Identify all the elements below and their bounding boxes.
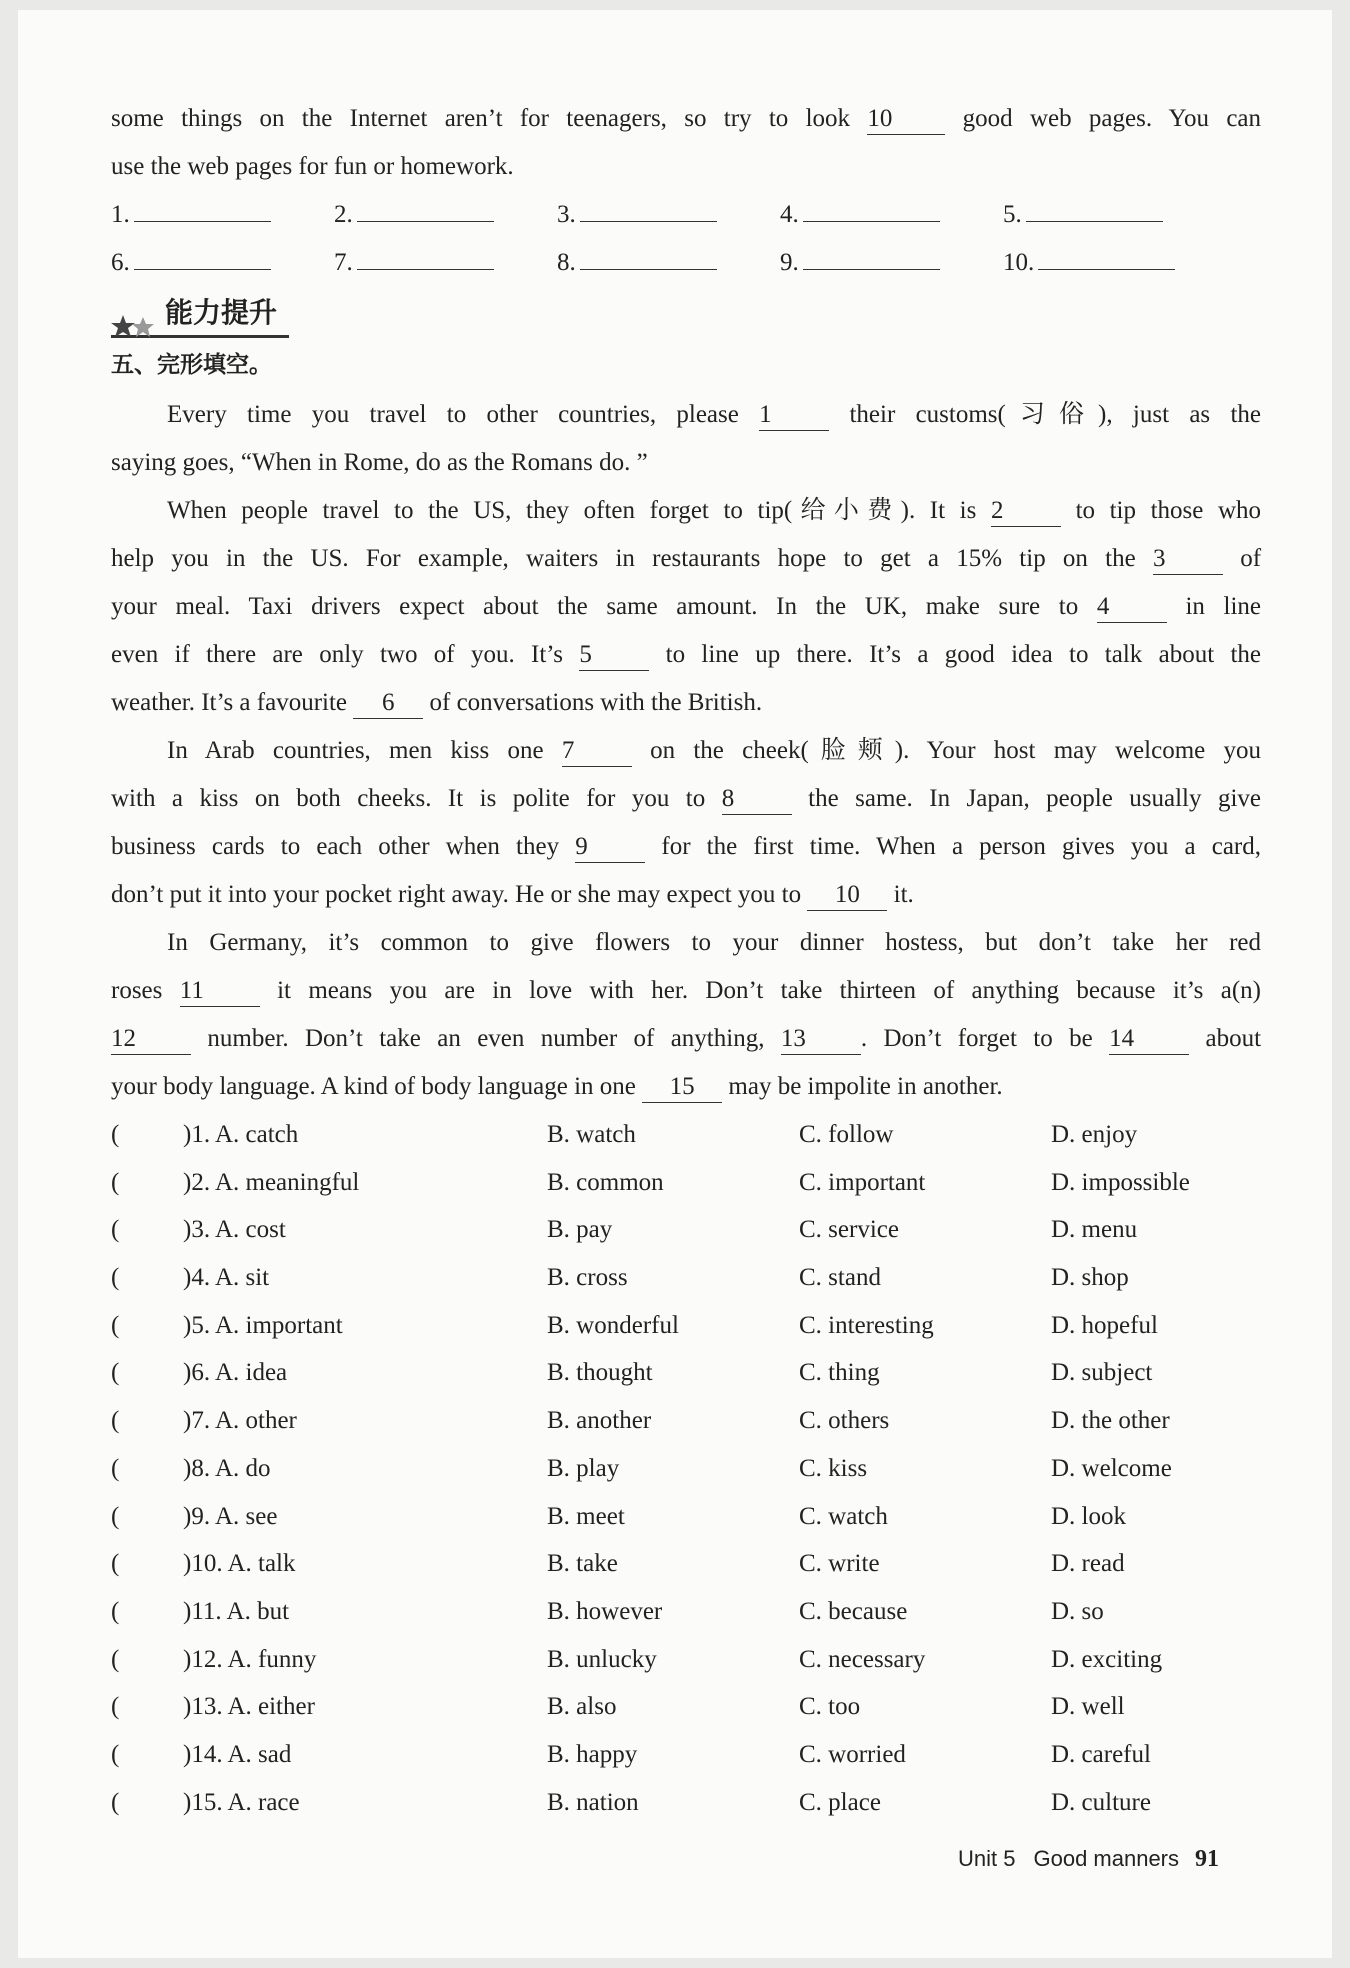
option-c[interactable]: C. kiss [799, 1454, 868, 1482]
passage-line: with a kiss on both cheeks. It is polite for you to 8 the same. In Japan, people usually give [111, 775, 1261, 823]
passage-line: In Arab countries, men kiss one 7 on the cheek(脸颊). Your host may welcome you [111, 727, 1261, 775]
passage-line: weather. It’s a favourite 6 of conversations with the British. [111, 679, 1261, 727]
question-row [111, 1445, 1261, 1493]
answer-paren[interactable]: ( [111, 1550, 120, 1578]
option-b[interactable]: B. meet [547, 1502, 625, 1530]
cloze-blank[interactable]: 5 [579, 640, 649, 671]
cloze-blank[interactable]: 1 [759, 400, 829, 431]
answer-slot[interactable]: 5. [1003, 191, 1226, 239]
option-a[interactable]: )7. A. other [183, 1407, 297, 1435]
option-a[interactable]: )14. A. sad [183, 1740, 292, 1768]
passage-line: business cards to each other when they 9 for the first time. When a person gives you a card, [111, 823, 1261, 871]
question-row [111, 1349, 1261, 1397]
passage-line: 12 number. Don’t take an even number of anything, 13 . Don’t forget to be 14 about [111, 1015, 1261, 1063]
option-a[interactable]: )6. A. idea [183, 1359, 288, 1387]
option-b[interactable]: B. cross [547, 1264, 628, 1292]
answer-blank[interactable]: 10 [867, 104, 945, 135]
answer-slot[interactable]: 9. [780, 239, 1003, 287]
option-c[interactable]: C. others [799, 1407, 890, 1435]
question-row [111, 1206, 1261, 1254]
option-c[interactable]: C. thing [799, 1359, 880, 1387]
option-d[interactable]: D. welcome [1051, 1454, 1172, 1482]
option-c[interactable]: C. important [799, 1168, 926, 1196]
answer-paren[interactable]: ( [111, 1740, 120, 1768]
option-b[interactable]: B. unlucky [547, 1645, 657, 1673]
passage-line: roses 11 it means you are in love with her. Don’t take thirteen of anything because it’s a(n) [111, 967, 1261, 1015]
answer-paren[interactable]: ( [111, 1454, 120, 1482]
option-c[interactable]: C. because [799, 1597, 908, 1625]
cloze-blank[interactable]: 11 [180, 976, 260, 1007]
answer-paren[interactable]: ( [111, 1502, 120, 1530]
option-d[interactable]: D. exciting [1051, 1645, 1163, 1673]
answer-paren[interactable]: ( [111, 1121, 120, 1148]
option-b[interactable]: B. however [547, 1597, 663, 1625]
answer-paren[interactable]: ( [111, 1407, 120, 1435]
page-content [111, 10, 1261, 1826]
option-a[interactable]: )10. A. talk [183, 1550, 296, 1578]
passage-line: help you in the US. For example, waiters in restaurants hope to get a 15% tip on the 3 of [111, 535, 1261, 583]
question-row [111, 1540, 1261, 1588]
option-b[interactable]: B. common [547, 1168, 664, 1196]
option-b[interactable]: B. another [547, 1407, 652, 1435]
cloze-blank[interactable]: 2 [991, 496, 1061, 527]
option-b[interactable]: B. pay [547, 1216, 613, 1244]
option-d[interactable]: D. shop [1051, 1264, 1129, 1292]
cloze-blank[interactable]: 14 [1109, 1024, 1189, 1055]
continuation-line-2: use the web pages for fun or homework. [111, 153, 514, 180]
option-b[interactable]: B. take [547, 1550, 618, 1578]
option-c[interactable]: C. worried [799, 1740, 906, 1768]
option-d[interactable]: D. hopeful [1051, 1311, 1158, 1339]
option-d[interactable]: D. look [1051, 1502, 1126, 1530]
option-d[interactable]: D. enjoy [1051, 1121, 1138, 1148]
option-d[interactable]: D. the other [1051, 1407, 1170, 1435]
option-c[interactable]: C. necessary [799, 1645, 926, 1673]
option-b[interactable]: B. nation [547, 1788, 639, 1816]
option-a[interactable]: )1. A. catch [183, 1121, 299, 1148]
question-row [111, 1254, 1261, 1302]
option-b[interactable]: B. happy [547, 1740, 638, 1768]
answer-slot[interactable]: 3. [557, 191, 780, 239]
passage-line: In Germany, it’s common to give flowers to your dinner hostess, but don’t take her red [167, 929, 1261, 956]
option-d[interactable]: D. subject [1051, 1359, 1153, 1387]
option-d[interactable]: D. read [1051, 1550, 1125, 1578]
option-c[interactable]: C. write [799, 1550, 880, 1578]
option-a[interactable]: )2. A. meaningful [183, 1168, 360, 1196]
question-row [111, 1111, 1261, 1159]
answer-paren[interactable]: ( [111, 1264, 120, 1292]
question-list [111, 1111, 1261, 1826]
answer-slot[interactable]: 4. [780, 191, 1003, 239]
option-a[interactable]: )12. A. funny [183, 1645, 317, 1673]
question-row [111, 1731, 1261, 1779]
unit-label: Unit 5 [958, 1846, 1016, 1871]
option-c[interactable]: C. interesting [799, 1311, 934, 1339]
cloze-blank[interactable]: 6 [353, 688, 423, 719]
option-a[interactable]: )5. A. important [183, 1311, 343, 1339]
cloze-blank[interactable]: 3 [1153, 544, 1223, 575]
passage-line: saying goes, “When in Rome, do as the Romans do. ” [111, 449, 648, 476]
answer-paren[interactable]: ( [111, 1359, 120, 1387]
option-b[interactable]: B. wonderful [547, 1311, 679, 1339]
passage-line: your body language. A kind of body language in one 15 may be impolite in another. [111, 1063, 1261, 1111]
option-d[interactable]: D. so [1051, 1597, 1104, 1625]
option-c[interactable]: C. too [799, 1693, 861, 1721]
answer-slot[interactable]: 8. [557, 239, 780, 287]
passage-line: don’t put it into your pocket right away. He or she may expect you to 10 it. [111, 871, 1261, 919]
passage-line: When people travel to the US, they often forget to tip(给小费). It is 2 to tip those who [111, 487, 1261, 535]
option-a[interactable]: )8. A. do [183, 1454, 271, 1482]
option-d[interactable]: D. impossible [1051, 1168, 1190, 1196]
cloze-blank[interactable]: 13 [781, 1024, 861, 1055]
option-a[interactable]: )9. A. see [183, 1502, 278, 1530]
answer-paren[interactable]: ( [111, 1693, 120, 1721]
answer-slot[interactable]: 6. [111, 239, 334, 287]
option-d[interactable]: D. careful [1051, 1740, 1151, 1768]
answer-grid [111, 191, 1261, 287]
option-a[interactable]: )13. A. either [183, 1693, 315, 1721]
exercise-heading: 五、完形填空。 [111, 352, 272, 378]
answer-slot[interactable]: 7. [334, 239, 557, 287]
continuation-line-1: some things on the Internet aren’t for teenagers, so try to look 10 good web pages. You can [111, 95, 1261, 143]
option-a[interactable]: )15. A. race [183, 1788, 300, 1816]
option-c[interactable]: C. follow [799, 1121, 894, 1148]
answer-slot[interactable]: 2. [334, 191, 557, 239]
passage-line: even if there are only two of you. It’s 5 to line up there. It’s a good idea to talk about the [111, 631, 1261, 679]
option-d[interactable]: D. menu [1051, 1216, 1138, 1244]
option-c[interactable]: C. service [799, 1216, 899, 1244]
answer-paren[interactable]: ( [111, 1216, 120, 1244]
page-number: 91 [1195, 1846, 1220, 1872]
answer-paren[interactable]: ( [111, 1597, 120, 1625]
option-b[interactable]: B. thought [547, 1359, 653, 1387]
question-row [111, 1302, 1261, 1350]
question-row [111, 1493, 1261, 1541]
question-row [111, 1588, 1261, 1636]
question-row [111, 1397, 1261, 1445]
option-b[interactable]: B. play [547, 1454, 620, 1482]
answer-paren[interactable]: ( [111, 1311, 120, 1339]
passage-line: your meal. Taxi drivers expect about the same amount. In the UK, make sure to 4 in line [111, 583, 1261, 631]
page-footer [958, 1846, 1219, 1873]
answer-paren[interactable]: ( [111, 1168, 120, 1196]
stars-icon [111, 311, 161, 341]
option-b[interactable]: B. watch [547, 1121, 636, 1148]
cloze-blank[interactable]: 8 [722, 784, 792, 815]
worksheet-page [18, 10, 1332, 1958]
option-a[interactable]: )11. A. but [183, 1597, 290, 1625]
option-b[interactable]: B. also [547, 1693, 617, 1721]
cloze-blank[interactable]: 7 [562, 736, 632, 767]
cloze-blank[interactable]: 9 [575, 832, 645, 863]
option-d[interactable]: D. culture [1051, 1788, 1151, 1816]
unit-topic: Good manners [1033, 1846, 1180, 1871]
passage-line: Every time you travel to other countries, please 1 their customs(习俗), just as the [111, 391, 1261, 439]
question-row [111, 1636, 1261, 1684]
question-row [111, 1779, 1261, 1827]
section-heading: 能力提升 [111, 291, 289, 338]
option-a[interactable]: )4. A. sit [183, 1264, 270, 1292]
option-c[interactable]: C. stand [799, 1264, 881, 1292]
answer-slot[interactable]: 10. [1003, 239, 1226, 287]
option-c[interactable]: C. watch [799, 1502, 888, 1530]
option-c[interactable]: C. place [799, 1788, 881, 1816]
option-d[interactable]: D. well [1051, 1693, 1125, 1721]
question-row [111, 1683, 1261, 1731]
answer-slot[interactable]: 1. [111, 191, 334, 239]
option-a[interactable]: )3. A. cost [183, 1216, 286, 1244]
cloze-blank[interactable]: 15 [642, 1072, 722, 1103]
answer-paren[interactable]: ( [111, 1788, 120, 1816]
cloze-blank[interactable]: 4 [1097, 592, 1167, 623]
cloze-blank[interactable]: 10 [807, 880, 887, 911]
answer-paren[interactable]: ( [111, 1645, 120, 1673]
cloze-blank[interactable]: 12 [111, 1024, 191, 1055]
question-row [111, 1159, 1261, 1207]
